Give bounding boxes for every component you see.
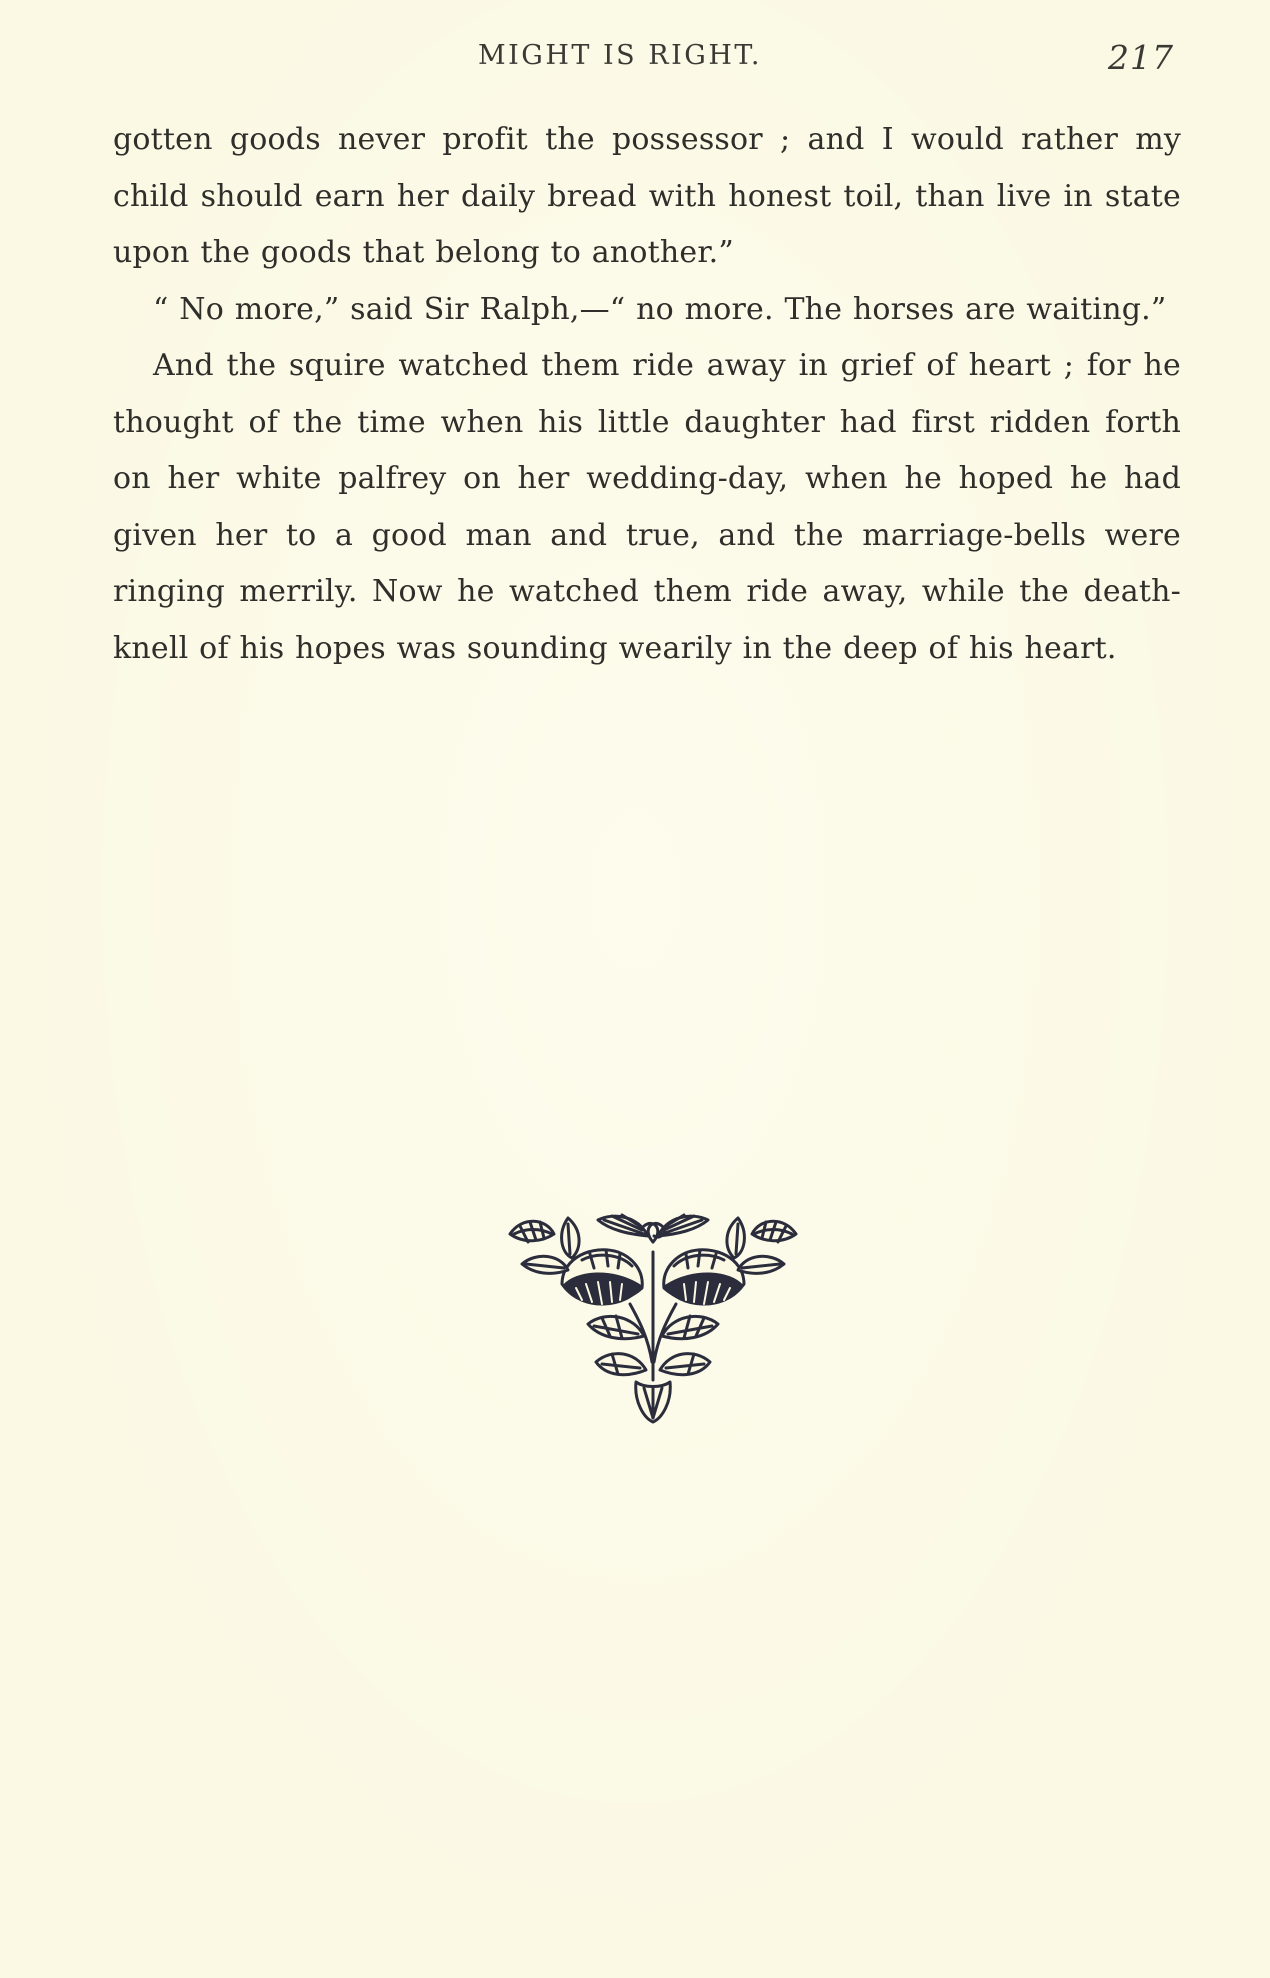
page-number: 217 bbox=[1108, 38, 1174, 77]
running-head bbox=[0, 38, 1270, 78]
paragraph-continued: gotten goods never profit the possessor ; and I would rather my child should earn her daily bread with honest toil, than live in state upon the goods that belong to another.” bbox=[113, 122, 1181, 270]
running-title: MIGHT IS RIGHT. bbox=[478, 40, 762, 71]
floral-bells-tailpiece-icon bbox=[502, 1212, 804, 1424]
paragraph-narrative: And the squire watched them ride away in grief of heart ; for he thought of the time when his little daughter had first ridden forth on her white palfrey on her wedding-day, when he hoped he had given her to a good man and true, and the marriage-bells were ringing merrily. Now he watched them ride away, while the death-knell of his hopes was sounding wearily in the deep of his heart. bbox=[113, 348, 1181, 666]
body-text bbox=[113, 112, 1181, 677]
paragraph-dialogue: “ No more,” said Sir Ralph,—“ no more. The horses are waiting.” bbox=[153, 291, 1167, 327]
